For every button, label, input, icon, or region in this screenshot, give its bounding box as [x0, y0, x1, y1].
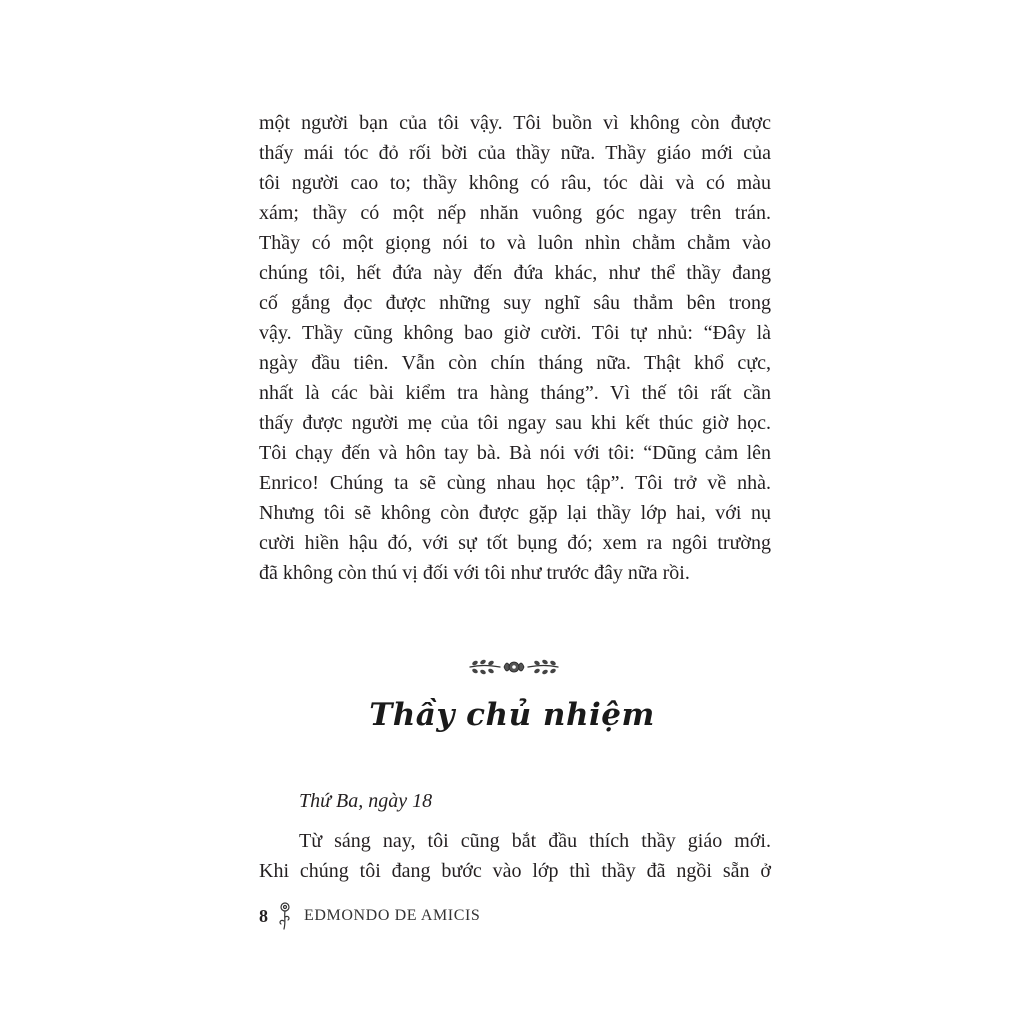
text-line: một người bạn của tôi vậy. Tôi buồn vì không còn được — [259, 112, 771, 134]
text-line: Thầy có một giọng nói to và luôn nhìn chằm chằm vào — [259, 232, 771, 254]
text-line: xám; thầy có một nếp nhăn vuông góc ngay trên trán. — [259, 202, 771, 224]
text-line: cười hiền hậu đó, với sự tốt bụng đó; xem ra ngôi trường — [259, 532, 771, 554]
diary-date: Thứ Ba, ngày 18 — [299, 790, 433, 812]
text-line: cố gắng đọc được những suy nghĩ sâu thẳm bên trong — [259, 292, 771, 314]
text-line: tôi người cao to; thầy không có râu, tóc dài và có màu — [259, 172, 771, 194]
text-line: Nhưng tôi sẽ không còn được gặp lại thầy lớp hai, với nụ — [259, 502, 771, 524]
floral-divider-icon — [466, 654, 562, 680]
text-line: chúng tôi, hết đứa này đến đứa khác, như thể thầy đang — [259, 262, 771, 284]
text-line: thấy mái tóc đỏ rối bời của thầy nữa. Thầy giáo mới của — [259, 142, 771, 164]
text-line: Enrico! Chúng ta sẽ cùng nhau học tập”. Tôi trở về nhà. — [259, 472, 771, 494]
text-line: Từ sáng nay, tôi cũng bắt đầu thích thầy giáo mới. — [299, 830, 771, 852]
author-name: EDMONDO DE AMICIS — [304, 907, 481, 924]
text-line: thấy được người mẹ của tôi ngay sau khi kết thúc giờ học. — [259, 412, 771, 434]
text-line: vậy. Thầy cũng không bao giờ cười. Tôi tự nhủ: “Đây là — [259, 322, 771, 344]
text-line: nhất là các bài kiểm tra hàng tháng”. Vì thế tôi rất cần — [259, 382, 771, 404]
chapter-title: Thầy chủ nhiệm — [369, 697, 655, 733]
page-number: 8 — [259, 905, 268, 926]
paragraph-previous-chapter — [259, 108, 771, 588]
flower-sprig-icon — [276, 901, 294, 931]
page-footer — [259, 900, 480, 932]
text-line: Khi chúng tôi đang bước vào lớp thì thầy đã ngồi sẵn ở — [259, 860, 771, 882]
text-line: ngày đầu tiên. Vẫn còn chín tháng nữa. Thật khổ cực, — [259, 352, 771, 374]
text-line: đã không còn thú vị đối với tôi như trước đây nữa rồi. — [259, 562, 690, 584]
text-line: Tôi chạy đến và hôn tay bà. Bà nói với tôi: “Dũng cảm lên — [259, 442, 771, 464]
chapter-body — [259, 826, 771, 886]
